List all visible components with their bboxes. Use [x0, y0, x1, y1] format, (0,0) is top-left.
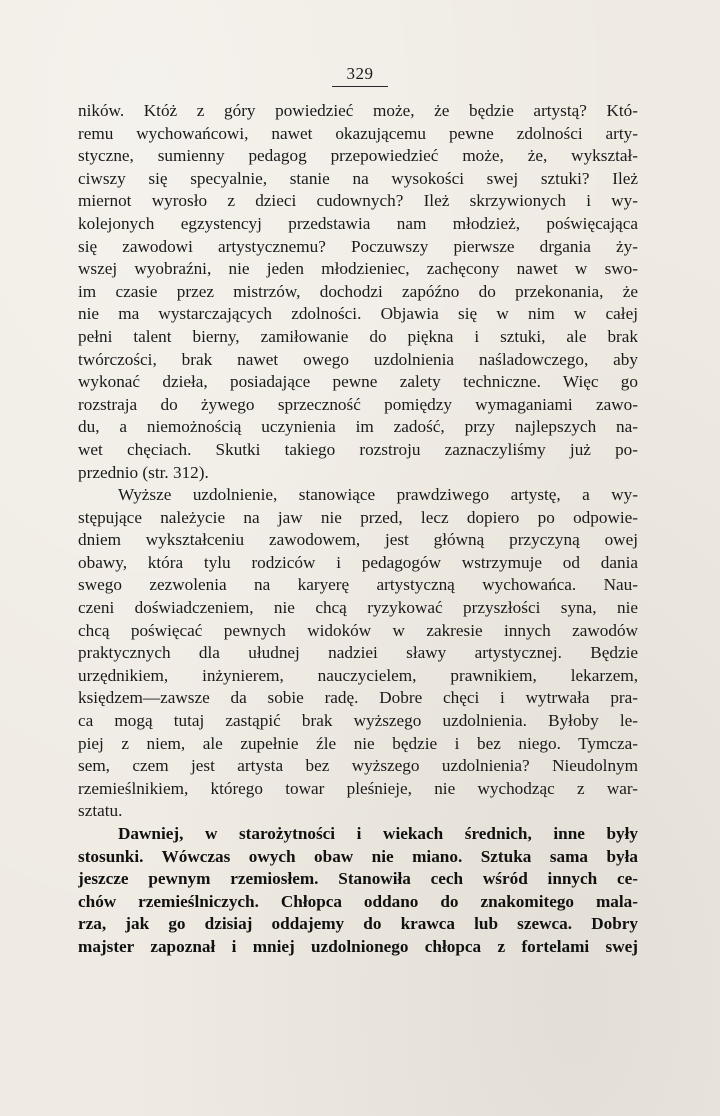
text-line: styczne, sumienny pedagog przepowiedzieć może, że, wykształ-: [78, 146, 638, 166]
text-line: się zawodowi artystycznemu? Poczuwszy pierwsze drgania ży-: [78, 236, 638, 256]
text-line: jeszcze pewnym rzemiosłem. Stanowiła cech wśród innych ce-: [78, 869, 638, 889]
text-line: sem, czem jest artysta bez wyższego uzdolnienia? Nieudolnym: [78, 756, 638, 776]
text-line: pełni talent bierny, zamiłowanie do piękna i sztuki, ale brak: [78, 326, 638, 346]
text-line: ciwszy się specyalnie, stanie na wysokości swej sztuki? Ileż: [78, 168, 638, 188]
text-line: praktycznych dla ułudnej nadziei sławy artystycznej. Będzie: [78, 643, 638, 663]
text-line: rozstraja do żywego sprzeczność pomiędzy wymaganiami zawo-: [78, 394, 638, 414]
text-line: twórczości, brak nawet owego uzdolnienia naśladowczego, aby: [78, 349, 638, 369]
text-line: wykonać dzieła, posiadające pewne zalety techniczne. Więc go: [78, 372, 638, 392]
text-line: du, a niemożnością uczynienia im zadość, przy najlepszych na-: [78, 417, 638, 437]
text-line: czeni doświadczeniem, nie chcą ryzykować przyszłości syna, nie: [78, 598, 638, 618]
text-line: obawy, która tylu rodziców i pedagogów wstrzymuje od dania: [78, 552, 638, 572]
text-line: księdzem—zawsze da sobie radę. Dobre chęci i wytrwała pra-: [78, 688, 638, 708]
paragraph-end-line: przednio (str. 312).: [78, 462, 209, 482]
paragraph-start-line: Wyższe uzdolnienie, stanowiące prawdziwego artystę, a wy-: [118, 485, 638, 505]
paragraph-start-line: Dawniej, w starożytności i wiekach średnich, inne były: [118, 824, 638, 843]
text-line: kolejonych egzystencyj przedstawia nam młodzież, poświęcająca: [78, 213, 638, 233]
text-line: miernot wyrosło z dzieci cudownych? Ileż skrzywionych i wy-: [78, 191, 638, 211]
text-line: chów rzemieślniczych. Chłopca oddano do znakomitego mala-: [78, 891, 638, 911]
text-line: rzemieślnikiem, którego towar pleśnieje, nie wychodząc z war-: [78, 778, 638, 798]
text-line: urzędnikiem, inżynierem, nauczycielem, prawnikiem, lekarzem,: [78, 665, 638, 685]
text-line: stosunki. Wówczas owych obaw nie miano. Sztuka sama była: [78, 846, 638, 866]
text-line: remu wychowańcowi, nawet okazującemu pewne zdolności arty-: [78, 123, 638, 143]
text-line: dniem wykształceniu zawodowem, jest główną przyczyną owej: [78, 530, 638, 550]
text-line: stępujące należycie na jaw nie przed, lecz dopiero po odpowie-: [78, 507, 638, 527]
page-number: 329: [332, 64, 388, 87]
text-line: nie ma wystarczających zdolności. Objawia się w nim w całej: [78, 304, 638, 324]
body-text: [78, 100, 638, 959]
text-line: im czasie przez mistrzów, dochodzi zapóźno do przekonania, że: [78, 281, 638, 301]
text-line: wet chęciach. Skutki takiego rozstroju zaznaczyliśmy już po-: [78, 439, 638, 459]
text-line: ników. Któż z góry powiedzieć może, że będzie artystą? Któ-: [78, 101, 638, 120]
text-line: swego zezwolenia na karyerę artystyczną wychowańca. Nau-: [78, 575, 638, 595]
text-line: chcą poświęcać pewnych widoków w zakresie innych zawodów: [78, 620, 638, 640]
text-line: ca mogą tutaj zastąpić brak wyższego uzdolnienia. Byłoby le-: [78, 711, 638, 731]
paragraph-end-line: sztatu.: [78, 801, 123, 821]
text-line: majster zapoznał i mniej uzdolnionego chłopca z fortelami swej: [78, 936, 638, 956]
text-line: wszej wyobraźni, nie jeden młodzieniec, zachęcony nawet w swo-: [78, 259, 638, 279]
text-line: piej z niem, ale zupełnie źle nie będzie i bez niego. Tymcza-: [78, 733, 638, 753]
text-line: rza, jak go dzisiaj oddajemy do krawca lub szewca. Dobry: [78, 914, 638, 934]
